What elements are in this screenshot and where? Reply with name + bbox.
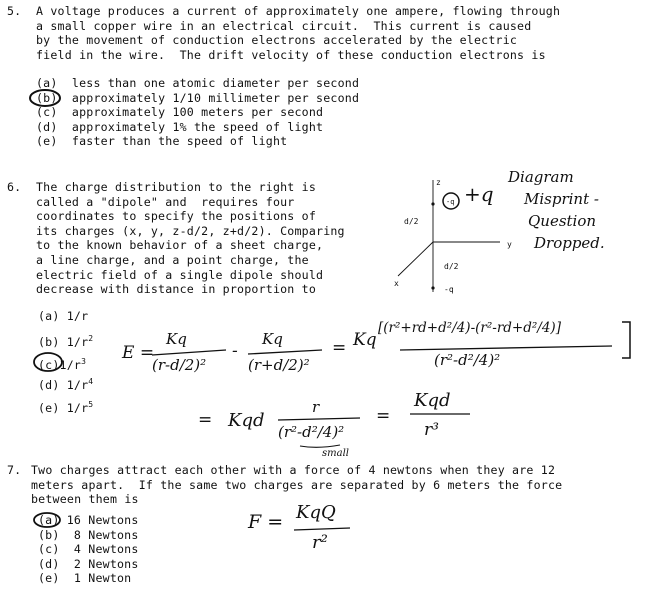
question-5-number: 5. — [7, 4, 22, 18]
option-text: 8 Newtons — [66, 527, 139, 542]
diagram-z-label: z — [436, 178, 441, 187]
option-letter: (c) — [38, 542, 60, 557]
option-text: approximately 100 meters per second — [71, 105, 324, 120]
option-exponent: 4 — [88, 377, 94, 386]
answer-circle — [34, 513, 60, 527]
option-text: less than one atomic diameter per second — [71, 76, 360, 90]
question-5-line: field in the wire. The drift velocity of these conduction electrons is — [36, 47, 546, 62]
option-text: 1/r — [66, 377, 89, 392]
handwritten-note-line: Misprint - — [524, 190, 599, 208]
charge-dot-top — [431, 202, 434, 205]
hw-eq1-equals: = — [332, 338, 347, 358]
x-axis — [398, 242, 433, 276]
option-text: 1/r — [59, 357, 82, 372]
hw-eq1-rhs-num: [(r²+rd+d²/4)-(r²-rd+d²/4)] — [378, 320, 561, 336]
fraction-bar — [278, 418, 360, 420]
option-exponent: 2 — [88, 334, 94, 343]
question-6-line: coordinates to specify the positions of — [36, 209, 317, 224]
hw-q7-num: KqQ — [296, 502, 336, 523]
question-7-line: Two charges attract each other with a force of 4 newtons when they are 12 — [31, 463, 556, 477]
option-text: 4 Newtons — [66, 542, 139, 557]
diagram-x-label: x — [394, 279, 399, 288]
diagram-charge-top: -q — [446, 198, 455, 206]
answer-circle — [34, 353, 62, 371]
question-6-line: a line charge, and a point charge, the — [36, 253, 309, 267]
question-7-line: meters apart. If the same two charges are separated by 6 meters the force — [31, 477, 563, 492]
question-6-line: The charge distribution to the right is — [36, 180, 317, 194]
question-6-line: decrease with distance in proportion to — [36, 282, 317, 297]
hw-eq2-result-num: Kqd — [414, 390, 451, 411]
question-6-line: its charges (x, y, z-d/2, z+d/2). Comparing — [36, 223, 345, 238]
option-text: 1 Newton — [66, 571, 132, 586]
question-5-line: A voltage produces a current of approximately one ampere, flowing through — [36, 4, 561, 18]
option-letter: (d) — [36, 119, 58, 134]
underbrace — [300, 445, 340, 447]
answer-circle — [30, 90, 60, 106]
question-7-line: between them is — [31, 492, 139, 507]
question-5-line: a small copper wire in an electrical circuit. This current is caused — [36, 18, 532, 33]
question-7-number: 7. — [7, 463, 22, 477]
question-6-line: electric field of a single dipole should — [36, 267, 324, 282]
hw-eq2-prefix: Kqd — [228, 410, 265, 431]
option-letter: (b) — [38, 334, 60, 349]
hw-eq1-rhs-prefix: Kq — [353, 330, 377, 350]
hw-eq1-term2-num: Kq — [262, 330, 283, 348]
hw-eq2-result-den: r³ — [424, 420, 439, 440]
hw-eq2-equals-2: = — [376, 406, 391, 426]
fraction-bar — [400, 346, 612, 350]
option-exponent: 3 — [81, 357, 87, 366]
fraction-bar — [152, 350, 226, 355]
hw-eq2-den: (r²-d²/4)² — [278, 423, 345, 441]
handwritten-note-line: Question — [528, 212, 597, 230]
option-text: 1/r — [66, 400, 89, 415]
bracket — [622, 322, 630, 358]
option-text: approximately 1/10 millimeter per second — [71, 90, 360, 105]
option-letter: (e) — [38, 400, 60, 415]
option-text: 16 Newtons — [66, 513, 139, 527]
option-text: approximately 1% the speed of light — [71, 119, 324, 134]
diagram-d2-lower: d/2 — [444, 262, 459, 271]
option-letter: (e) — [36, 134, 58, 149]
question-5-line: by the movement of conduction electrons accelerated by the electric — [36, 33, 518, 48]
option-letter: (d) — [38, 377, 60, 392]
option-letter: (c) — [38, 357, 60, 372]
hw-eq1-term1-den: (r-d/2)² — [152, 356, 207, 374]
dipole-diagram — [398, 180, 500, 292]
option-letter: (b) — [38, 527, 60, 542]
question-6-number: 6. — [7, 180, 22, 194]
hw-q7-lhs: F = — [248, 511, 284, 533]
hw-eq1-minus: - — [232, 341, 238, 361]
option-letter: (e) — [38, 571, 60, 586]
question-6-line: called a "dipole" and requires four — [36, 194, 295, 209]
option-letter: (d) — [38, 556, 60, 571]
diagram-y-label: y — [507, 240, 512, 249]
hw-eq1-term1-num: Kq — [166, 330, 187, 348]
diagram-d2-upper: d/2 — [404, 217, 419, 226]
fraction-bar — [294, 528, 350, 530]
option-text: 1/r — [66, 309, 89, 323]
hw-q7-den: r² — [312, 532, 328, 553]
option-text: faster than the speed of light — [71, 134, 288, 149]
option-letter: (a) — [38, 309, 60, 323]
handwritten-plus-q: +q — [464, 182, 494, 206]
hw-eq2-small: small — [322, 448, 349, 459]
charge-dot-bottom — [431, 286, 434, 289]
option-text: 1/r — [66, 334, 89, 349]
option-letter: (a) — [38, 513, 60, 527]
option-letter: (b) — [36, 90, 58, 105]
diagram-charge-bottom: -q — [444, 285, 454, 294]
hw-eq2-equals: = — [198, 410, 213, 430]
fraction-bar — [248, 350, 322, 354]
option-exponent: 5 — [88, 400, 94, 409]
option-text: 2 Newtons — [66, 556, 139, 571]
option-letter: (a) — [36, 76, 58, 90]
question-6-line: to the known behavior of a sheet charge, — [36, 238, 324, 253]
handwritten-note-line: Diagram — [508, 168, 574, 186]
hw-eq2-num: r — [312, 398, 320, 416]
hw-eq1-rhs-den: (r²-d²/4)² — [434, 351, 501, 369]
handwritten-note-line: Dropped. — [534, 234, 605, 252]
hw-eq1-term2-den: (r+d/2)² — [248, 356, 310, 374]
charge-circle — [443, 193, 459, 209]
hw-eq1-lhs: E = — [122, 343, 155, 363]
option-letter: (c) — [36, 105, 58, 120]
